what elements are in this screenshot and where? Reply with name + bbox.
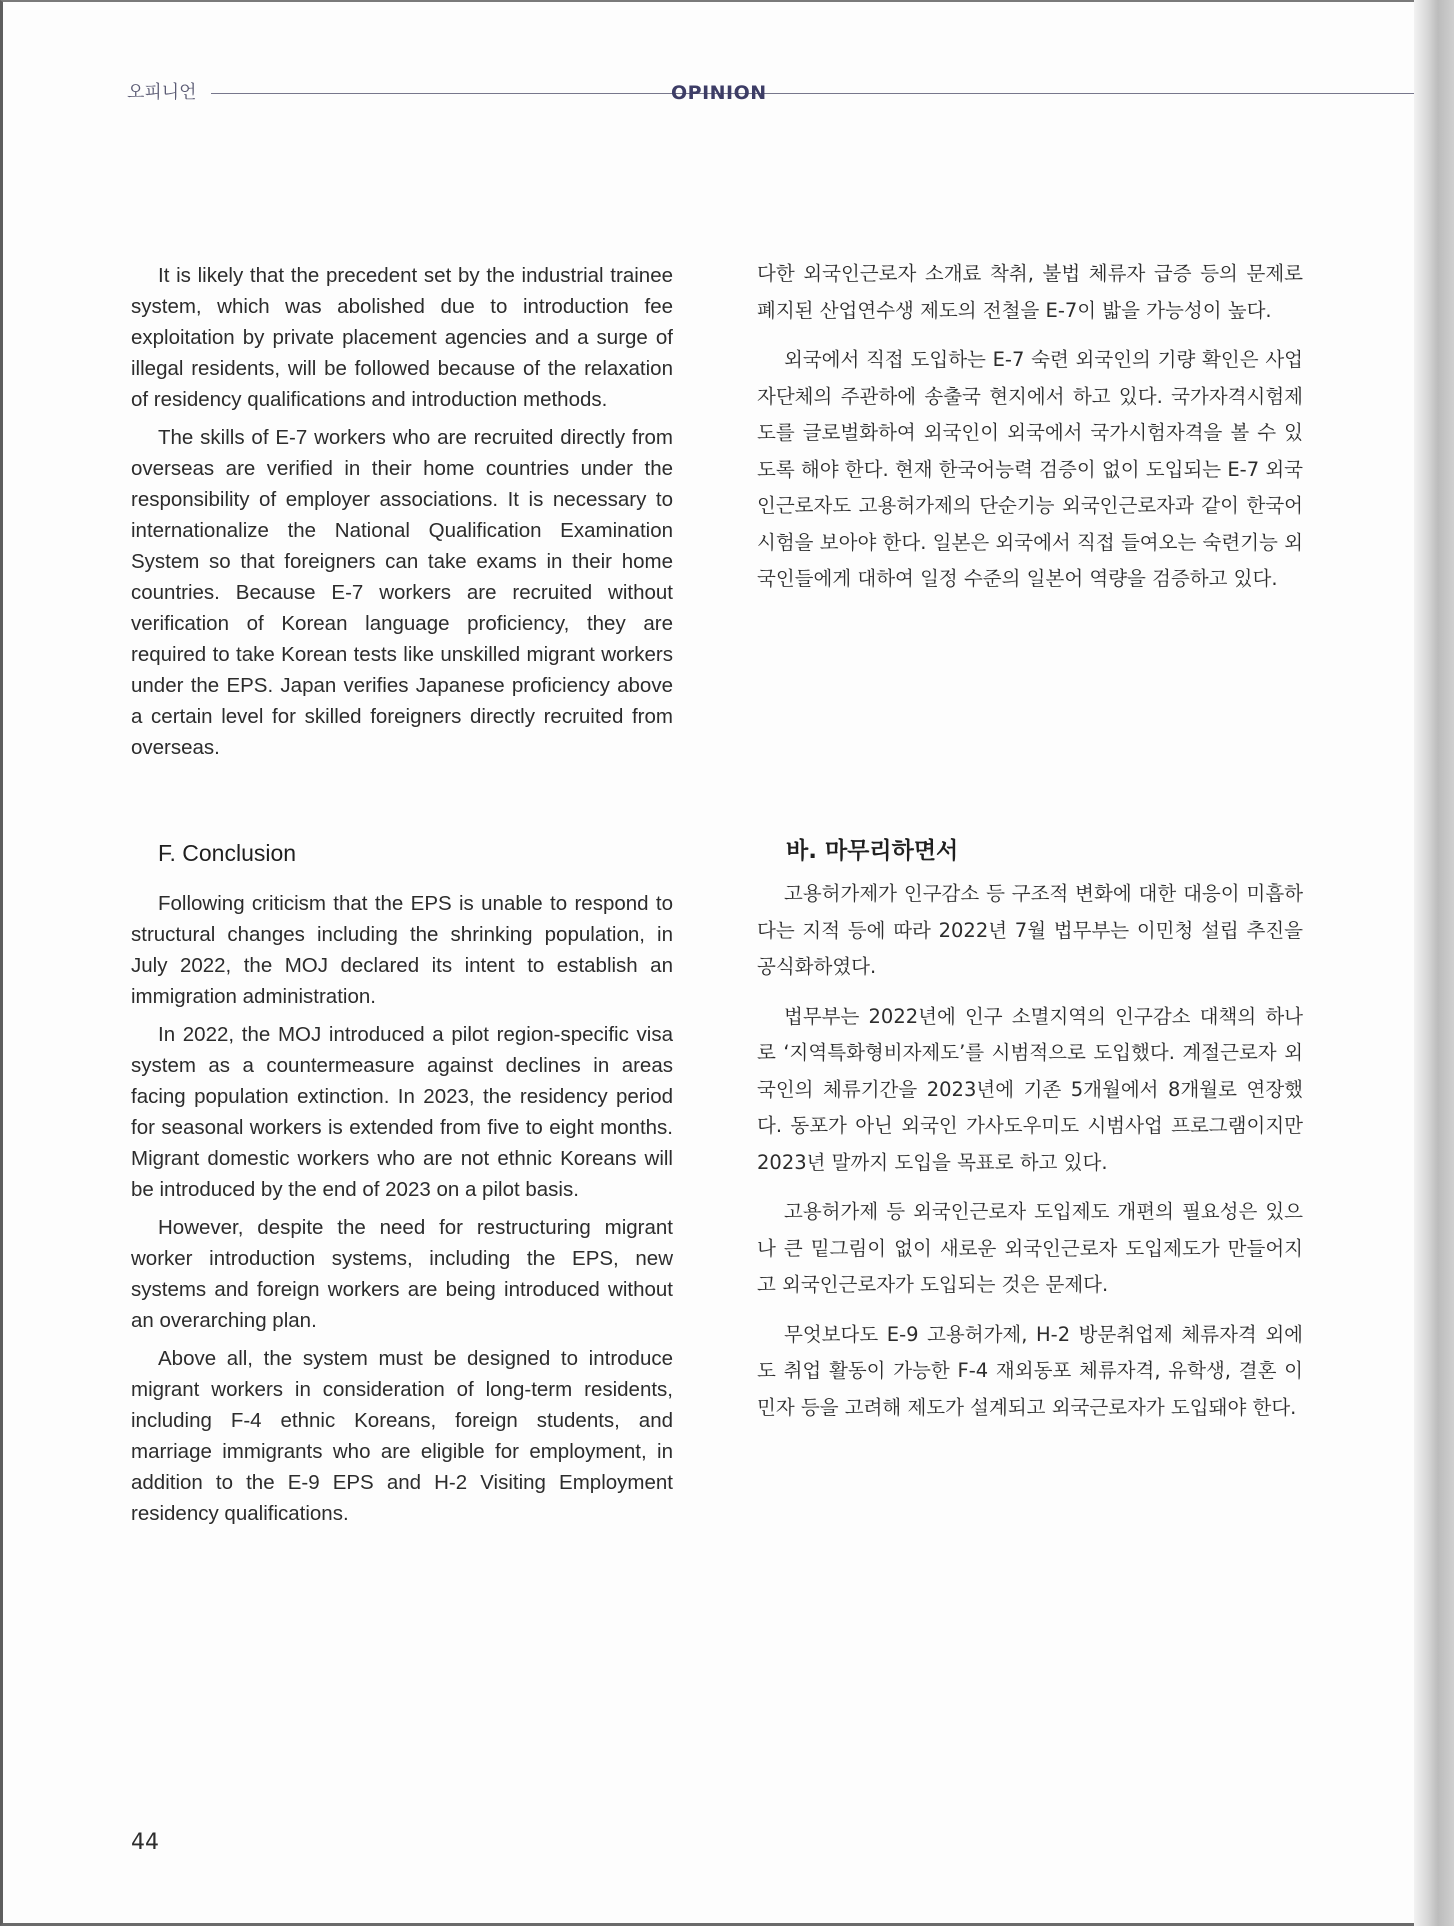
korean-paragraph: 고용허가제가 인구감소 등 구조적 변화에 대한 대응이 미흡하다는 지적 등에 따라 2022년 7월 법무부는 이민청 설립 추진을 공식화하였다.	[757, 882, 1303, 978]
korean-section-heading: 바. 마무리하면서	[786, 838, 959, 864]
korean-paragraph: 법무부는 2022년에 인구 소멸지역의 인구감소 대책의 하나로 ‘지역특화형비자제도’를 시범적으로 도입했다. 계절근로자 외국인의 체류기간을 2023년에 기존 5개월에서 8개월로 연장했다. 동포가 아닌 외국인 가사도우미도 시범사업 프로그램이지만 2023년 말까지 도입을 목표로 하고 있다.	[757, 1004, 1303, 1174]
korean-column-top	[757, 256, 1303, 611]
english-section-heading: F. Conclusion	[158, 840, 297, 866]
english-paragraph: However, despite the need for restructuring migrant worker introduction systems, including the EPS, new systems and foreign workers are being introduced without an overarching plan.	[131, 1216, 673, 1332]
header-rule-right	[771, 93, 1420, 94]
english-paragraph: The skills of E-7 workers who are recruited directly from overseas are verified in their home countries under the responsibility of employer associations. It is necessary to internationalize the National Qualification Examination System so that foreigners can take exams in their home countries. Because E-7 workers are recruited without verification of Korean language proficiency, they are required to take Korean tests like unskilled migrant workers under the EPS. Japan verifies Japanese proficiency above a certain level for skilled foreigners directly recruited from overseas.	[131, 426, 673, 759]
page-number: 44	[131, 1830, 159, 1855]
korean-column-bottom	[757, 876, 1303, 1439]
english-paragraph: Following criticism that the EPS is unable to respond to structural changes including the shrinking population, in July 2022, the MOJ declared its intent to establish an immigration administration.	[131, 892, 673, 1008]
english-paragraph: In 2022, the MOJ introduced a pilot region-specific visa system as a countermeasure against declines in areas facing population extinction. In 2023, the residency period for seasonal workers is extended from five to eight months. Migrant domestic workers who are not ethnic Koreans will be introduced by the end of 2023 on a pilot basis.	[131, 1023, 673, 1201]
korean-paragraph: 다한 외국인근로자 소개료 착취, 불법 체류자 급증 등의 문제로 폐지된 산업연수생 제도의 전철을 E-7이 밟을 가능성이 높다.	[757, 262, 1303, 322]
book-spine-shadow	[1414, 0, 1454, 1926]
korean-paragraph: 무엇보다도 E-9 고용허가제, H-2 방문취업제 체류자격 외에도 취업 활동이 가능한 F-4 재외동포 체류자격, 유학생, 결혼 이민자 등을 고려해 제도가 설계되고 외국근로자가 도입돼야 한다.	[757, 1322, 1303, 1419]
section-label-english: OPINION	[671, 82, 767, 104]
section-label-korean: 오피니언	[127, 82, 197, 103]
korean-paragraph: 고용허가제 등 외국인근로자 도입제도 개편의 필요성은 있으나 큰 밑그림이 없이 새로운 외국인근로자 도입제도가 만들어지고 외국인근로자가 도입되는 것은 문제다.	[757, 1200, 1303, 1296]
english-column-bottom	[131, 888, 673, 1536]
korean-paragraph: 외국에서 직접 도입하는 E-7 숙련 외국인의 기량 확인은 사업자단체의 주관하에 송출국 현지에서 하고 있다. 국가자격시험제도를 글로벌화하여 외국인이 외국에서 국가시험자격을 볼 수 있도록 해야 한다. 현재 한국어능력 검증이 없이 도입되는 E-7 외국인근로자도 고용허가제의 단순기능 외국인근로자과 같이 한국어시험을 보아야 한다. 일본은 외국에서 직접 들여오는 숙련기능 외국인들에게 대하여 일정 수준의 일본어 역량을 검증하고 있다.	[757, 348, 1303, 590]
english-column-top	[131, 260, 673, 770]
section-header	[127, 80, 1420, 106]
english-paragraph: Above all, the system must be designed to introduce migrant workers in consideration of long-term residents, including F-4 ethnic Koreans, foreign students, and marriage immigrants who are eligible for employment, in addition to the E-9 EPS and H-2 Visiting Employment residency qualifications.	[131, 1347, 673, 1525]
english-paragraph: It is likely that the precedent set by the industrial trainee system, which was abolished due to introduction fee exploitation by private placement agencies and a surge of illegal residents, will be followed because of the relaxation of residency qualifications and introduction methods.	[131, 264, 673, 411]
